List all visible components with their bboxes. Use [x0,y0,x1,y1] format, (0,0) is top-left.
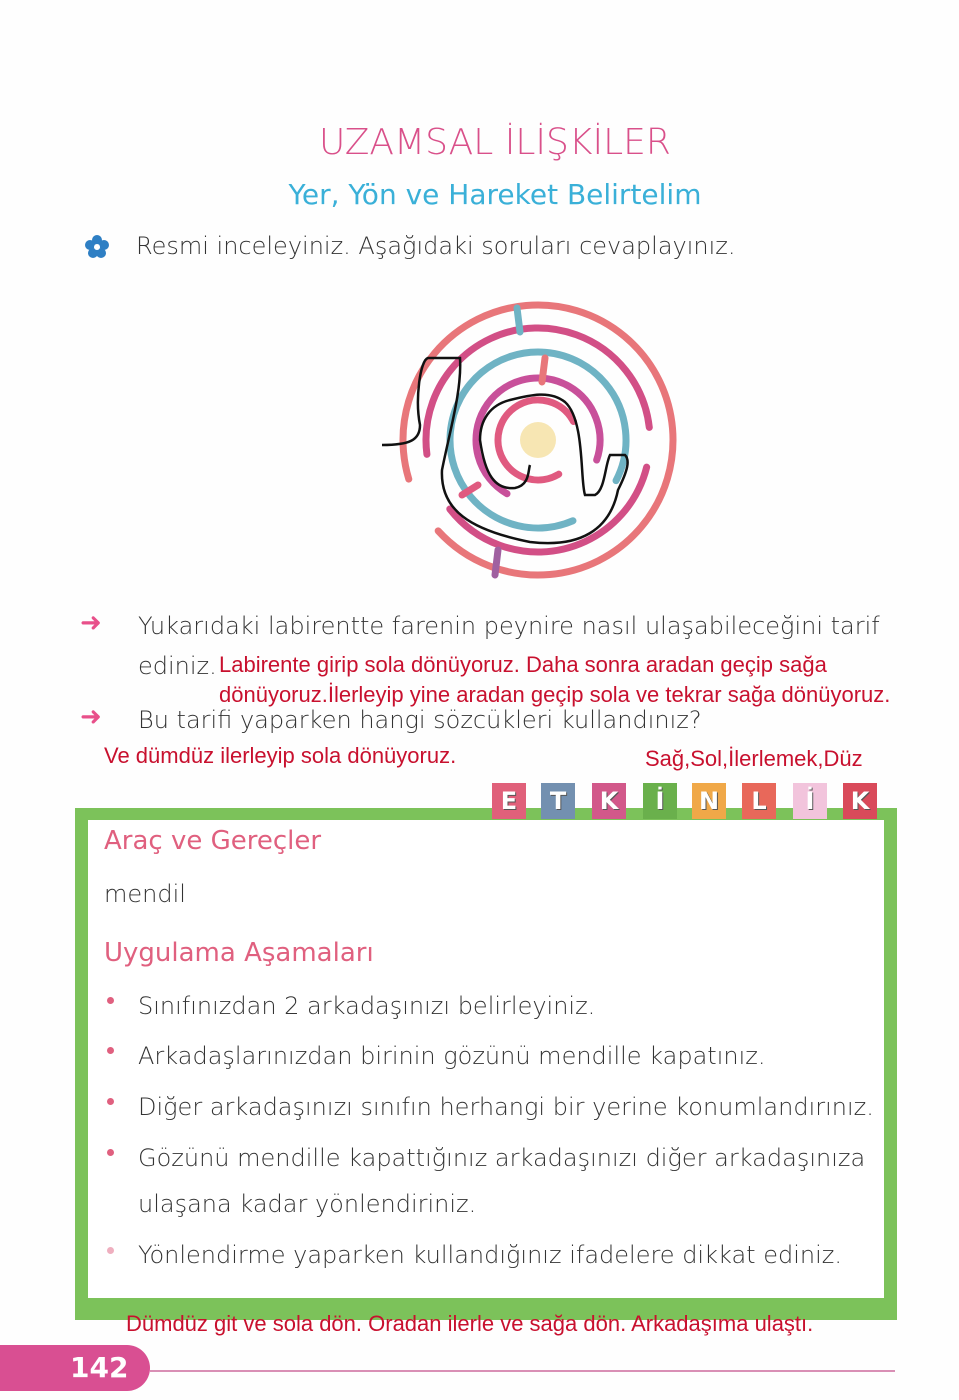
arrow-right-icon: ➜ [80,608,102,638]
handwritten-answer-3: Dümdüz git ve sola dön. Oradan ilerle ve sağa dön. Arkadaşıma ulaştı. [126,1311,814,1336]
arrow-right-icon: ➜ [80,702,102,732]
banner-letter-tile: İ [643,783,677,819]
banner-letter-tile: E [492,783,526,819]
banner-letter-tile: İ [793,783,827,819]
page-subtitle: Yer, Yön ve Hareket Belirtelim [288,178,702,211]
handwritten-answer-1-line3: Ve dümdüz ilerleyip sola dönüyoruz. [104,743,457,768]
instruction-text: Resmi inceleyiniz. Aşağıdaki soruları cevaplayınız. [136,232,736,260]
step-item: Yönlendirme yaparken kullandığınız ifadelere dikkat ediniz. [138,1241,842,1269]
step-item: Arkadaşlarınızdan birinin gözünü mendille kapatınız. [138,1042,766,1070]
handwritten-answer-1-line2: dönüyoruz.İlerleyip yine aradan geçip sola ve tekrar sağa dönüyoruz. [219,682,891,707]
bullet-icon [107,1098,114,1105]
flower-icon [84,234,110,260]
bullet-icon [107,997,114,1004]
page-title: UZAMSAL İLİŞKİLER [319,122,671,163]
bullet-icon [107,1149,114,1156]
banner-letter-tile: L [742,783,776,819]
step-item-continued: ulaşana kadar yönlendiriniz. [138,1190,477,1218]
materials-text: mendil [104,880,186,908]
footer-divider [150,1370,895,1372]
banner-letter-tile: K [843,783,877,819]
banner-letter-tile: N [692,783,726,819]
step-item: Gözünü mendille kapattığınız arkadaşınızı diğer arkadaşınıza [138,1144,866,1172]
handwritten-answer-1-line1: Labirente girip sola dönüyoruz. Daha sonra aradan geçip sağa [219,652,827,677]
banner-letter-tile: K [592,783,626,819]
handwritten-answer-2: Sağ,Sol,İlerlemek,Düz [645,746,863,771]
question-2-text: Bu tarifi yaparken hangi sözcükleri kullandınız? [138,706,702,734]
maze-image [380,290,700,590]
bullet-icon [107,1247,114,1254]
bullet-icon [107,1047,114,1054]
question-1-line2: ediniz. [138,652,217,680]
banner-letter-tile: T [541,783,575,819]
steps-heading: Uygulama Aşamaları [104,938,374,968]
page-number: 142 [0,1345,150,1391]
materials-heading: Araç ve Gereçler [104,826,322,856]
question-1-line1: Yukarıdaki labirentte farenin peynire nasıl ulaşabileceğini tarif [138,612,880,640]
step-item: Sınıfınızdan 2 arkadaşınızı belirleyiniz. [138,992,596,1020]
step-item: Diğer arkadaşınızı sınıfın herhangi bir yerine konumlandırınız. [138,1093,874,1121]
